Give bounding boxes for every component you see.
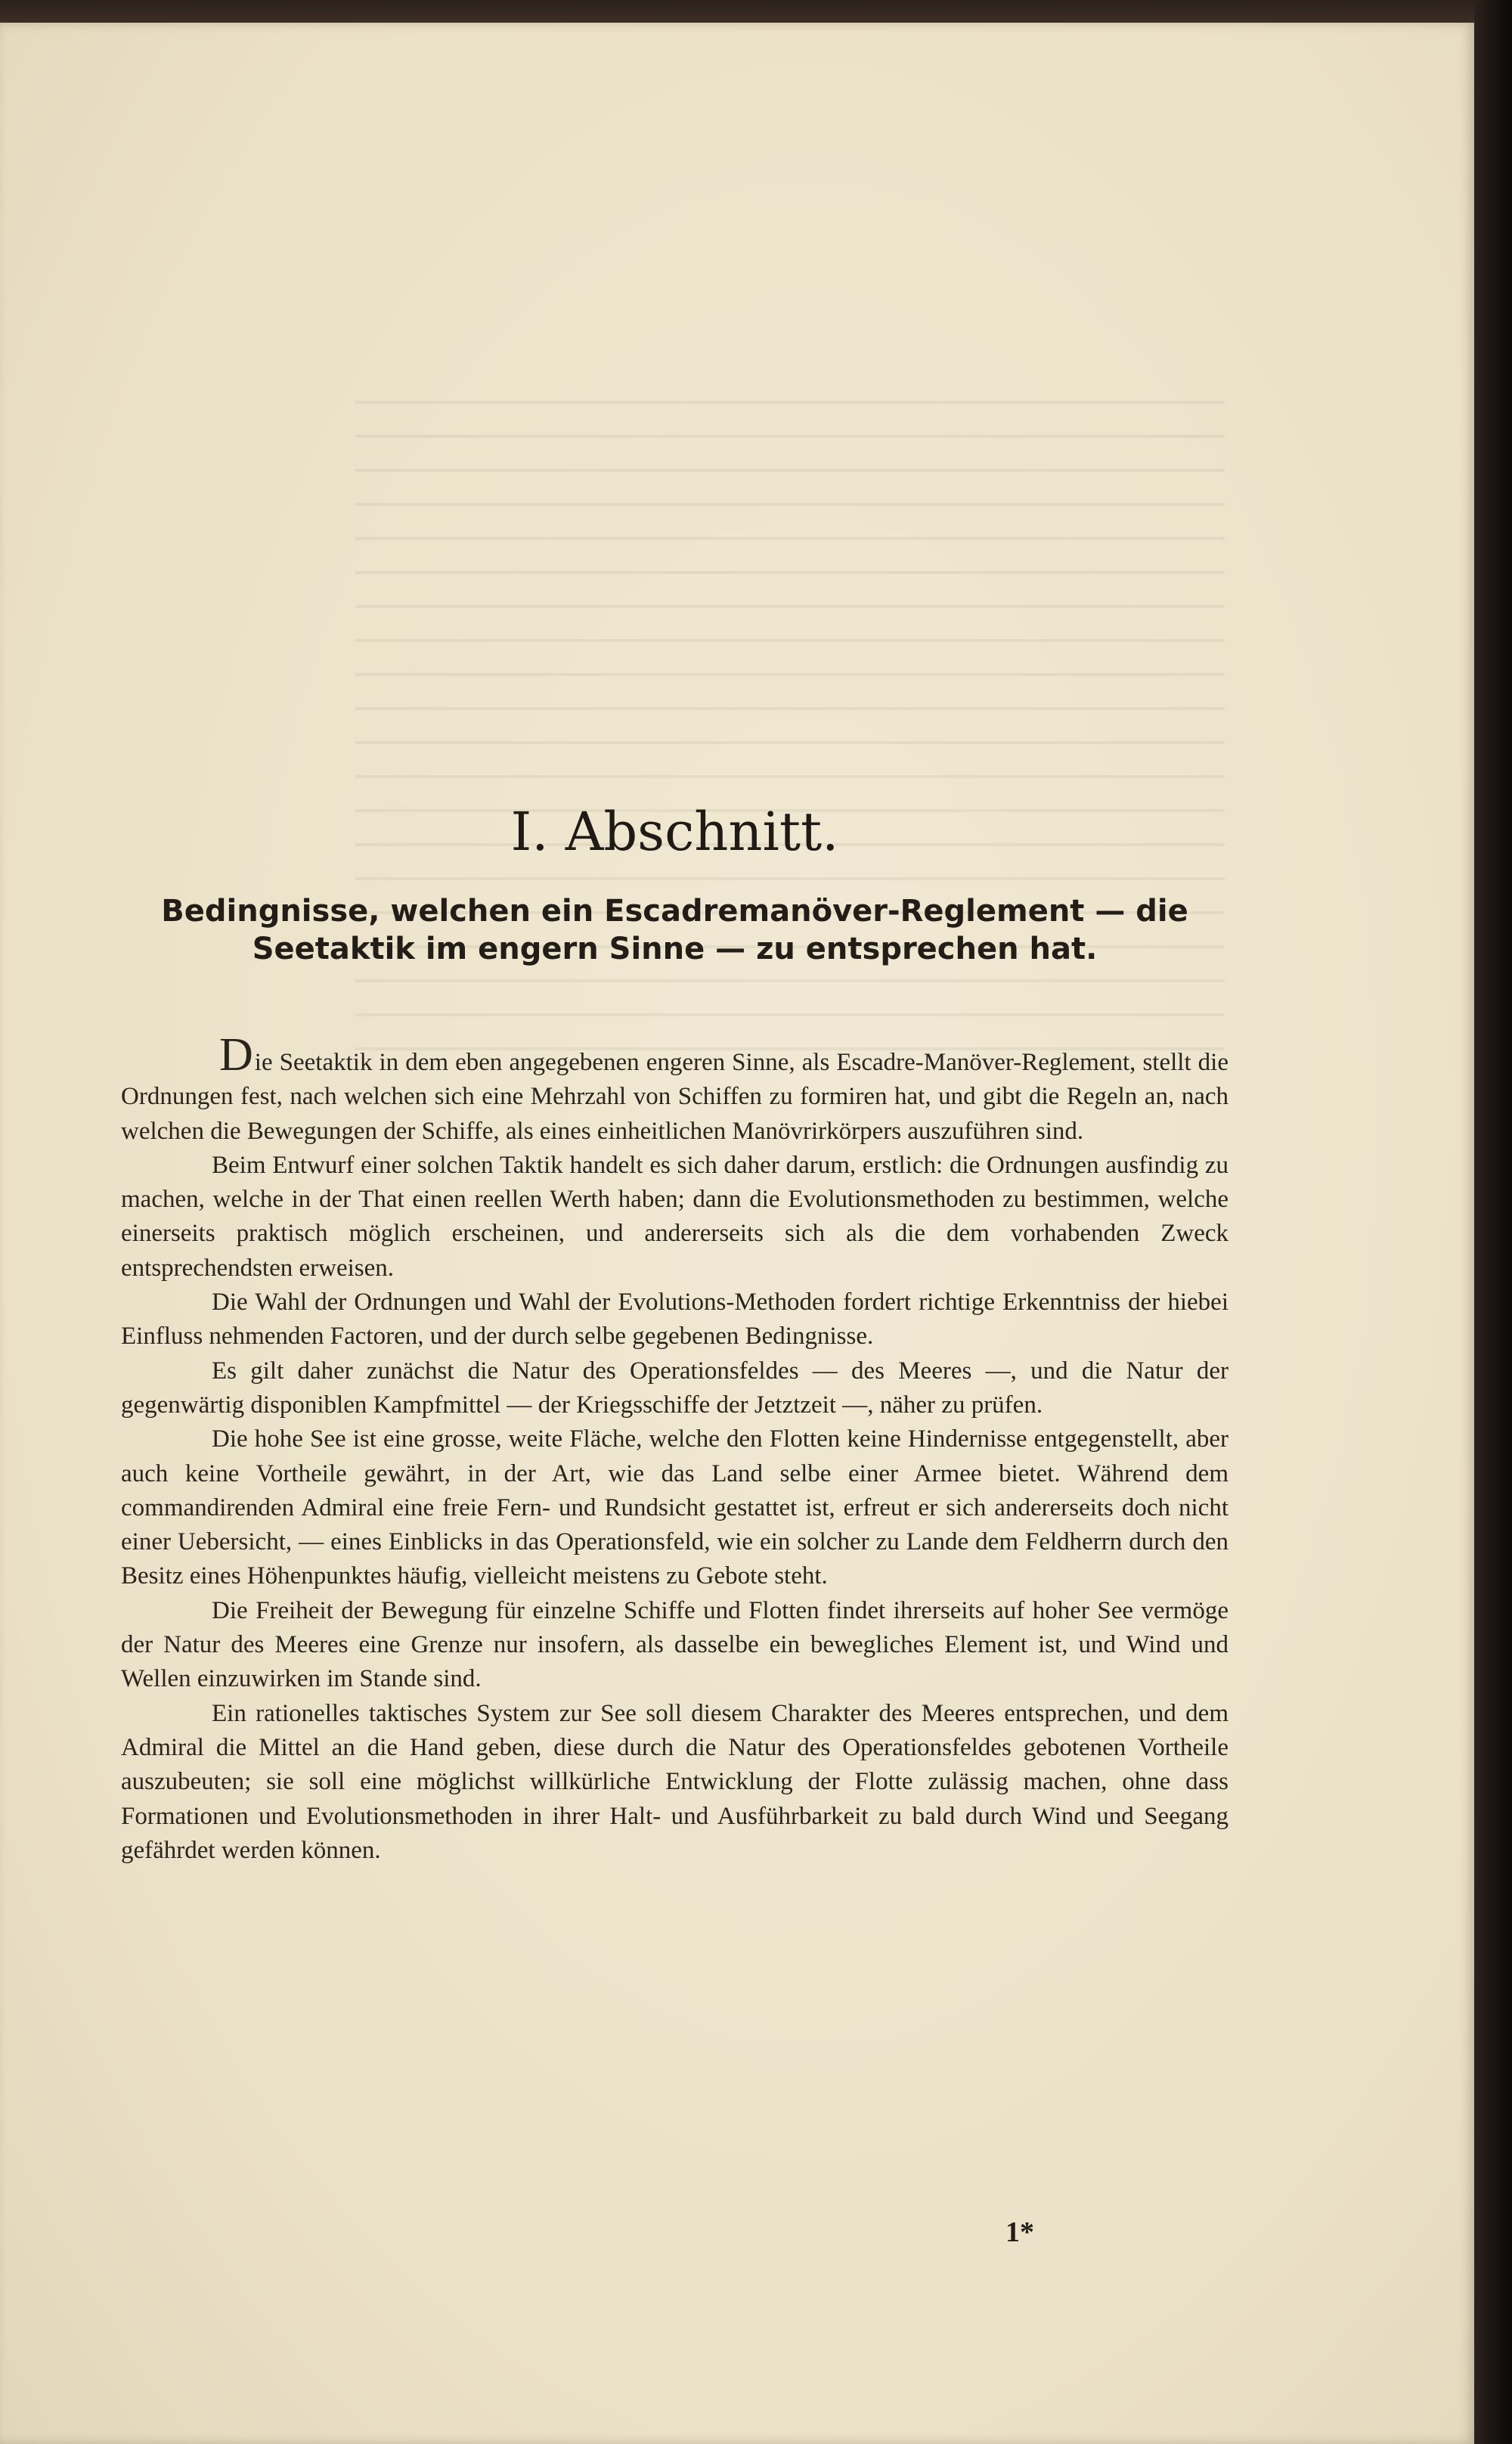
paragraph-7: Ein rationelles taktisches System zur See soll diesem Charakter des Meeres entsprechen, und dem Admiral die Mittel an die Hand geben, diese durch die Natur des Operationsfeldes gebotenen Vortheile auszubeuten; sie soll eine möglichst willkürliche Entwicklung der Flotte zulässig machen, ohne dass Formationen und Evolutionsmethoden in ihrer Halt- und Ausführbarkeit zu bald durch Wind und Seegang gefährdet werden können. [121,1699,1228,1864]
paragraph-1 [121,1029,1228,1149]
page-number: 1* [1005,2216,1034,2248]
book-spine [1474,0,1512,2444]
body-text [121,1029,1228,1868]
paragraph-5: Die hohe See ist eine grosse, weite Fläche, welche den Flotten keine Hindernisse entgegenstellt, aber auch keine Vortheile gewährt, in der Art, wie das Land selbe einer Armee bietet. Während dem commandirenden Admiral eine freie Fern- und Rundsicht gestattet ist, erfreut er sich andererseits doch nicht einer Uebersicht, — eines Einblicks in das Operationsfeld, wie ein solcher zu Lande dem Feldherrn durch den Besitz eines Höhenpunktes häufig, vielleicht meistens zu Gebote steht. [121,1425,1228,1590]
book-page [0,23,1474,2444]
chapter-title: I. Abschnitt. [510,801,839,863]
book-top-edge [0,0,1474,23]
paragraph-1-text: ie Seetaktik in dem eben angegebenen engeren Sinne, als Escadre-Manöver-Reglement, stellt die Ordnungen fest, nach welchen sich eine Mehrzahl von Schiffen zu formiren hat, und gibt die Regeln an, nach welchen die Bewegungen der Schiffe, als eines einheitlichen Manövrirkörpers auszuführen sind. [121,1049,1228,1145]
chapter-subtitle: Bedingnisse, welchen ein Escadremanöver-Reglement — die Seetaktik im engern Sinne — zu entsprechen hat. [161,894,1188,966]
paragraph-3: Die Wahl der Ordnungen und Wahl der Evolutions-Methoden fordert richtige Erkenntniss der hiebei Einfluss nehmenden Factoren, und der durch selbe gegebenen Bedingnisse. [121,1289,1228,1351]
paragraph-2: Beim Entwurf einer solchen Taktik handelt es sich daher darum, erstlich: die Ordnungen ausfindig zu machen, welche in der That einen reellen Werth haben; dann die Evolutionsmethoden zu bestimmen, welche einerseits praktisch möglich erscheinen, und andererseits sich als die dem vorhabenden Zweck entsprechendsten erweisen. [121,1151,1228,1282]
drop-cap: D [219,1029,253,1081]
paragraph-6: Die Freiheit der Bewegung für einzelne Schiffe und Flotten findet ihrerseits auf hoher See vermöge der Natur des Meeres eine Grenze nur insofern, als dasselbe ein bewegliches Element ist, und Wind und Wellen einzuwirken im Stande sind. [121,1596,1228,1693]
paragraph-4: Es gilt daher zunächst die Natur des Operationsfeldes — des Meeres —, und die Natur der gegenwärtig disponiblen Kampfmittel — der Kriegsschiffe der Jetztzeit —, näher zu prüfen. [121,1357,1228,1419]
